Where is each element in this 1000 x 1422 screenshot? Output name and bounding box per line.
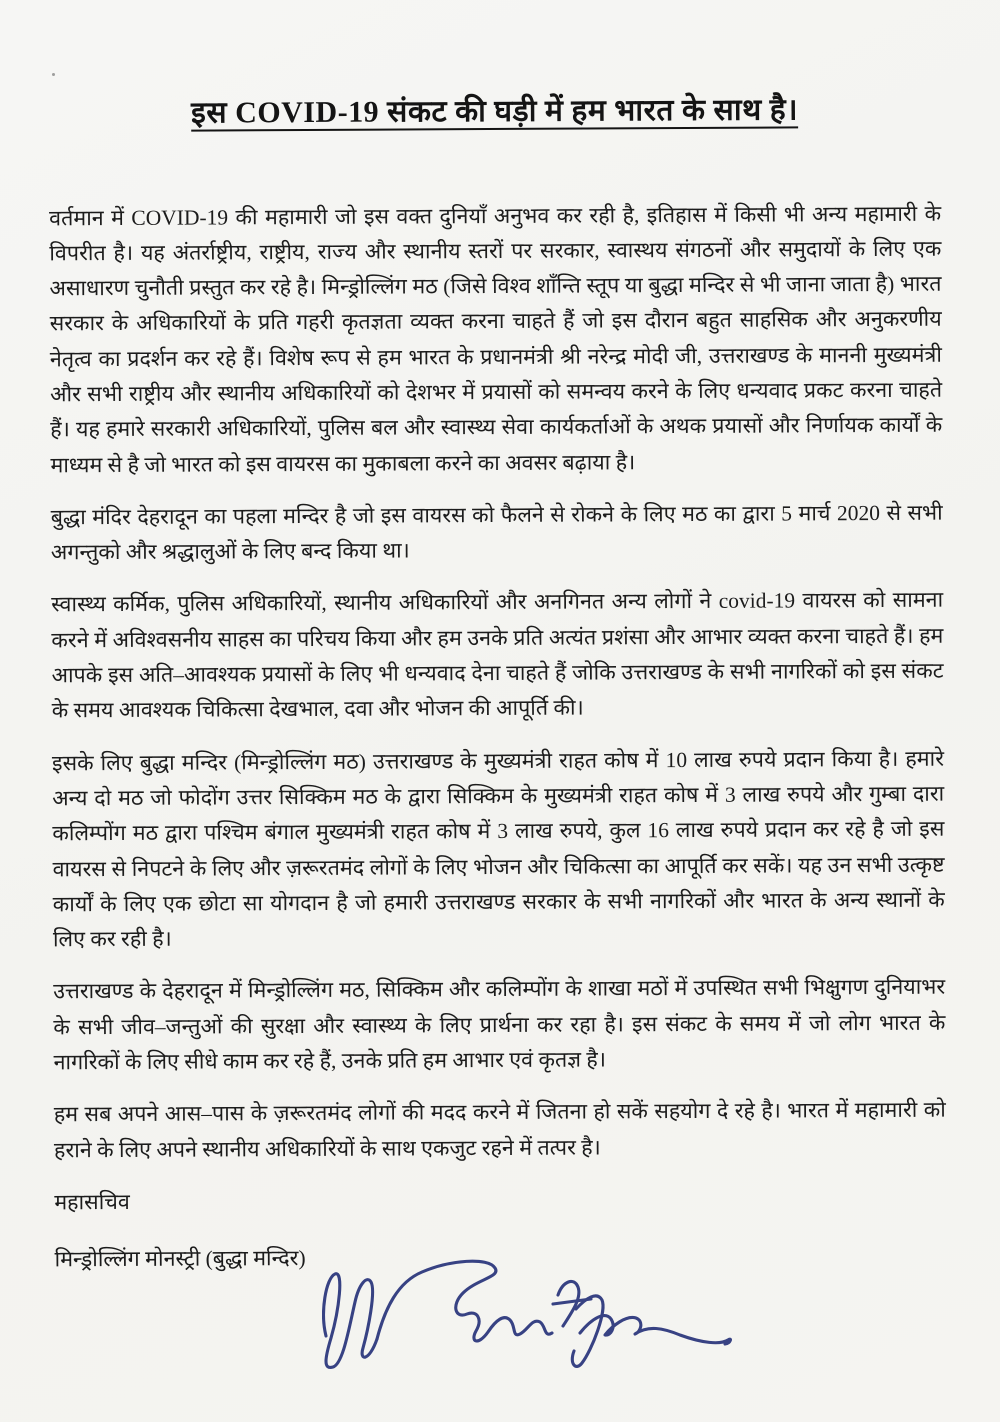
- body-paragraph: बुद्धा मंदिर देहरादून का पहला मन्दिर है जो इस वायरस को फैलने से रोकने के लिए मठ का द्वारा 5 मार्च 2020 से सभी अगन्तुको और श्रद्धालुओं के लिए बन्द किया था।: [50, 500, 943, 565]
- body-paragraph: इसके लिए बुद्धा मन्दिर (मिन्ड्रोल्लिंग मठ) उत्तराखण्ड के मुख्यमंत्री राहत कोष में 10 लाख रुपये प्रदान किया है। हमारे अन्य दो मठ जो फोदोंग उत्तर सिक्किम मठ के द्वारा सिक्किम के मुख्यमंत्री राहत कोष में 3 लाख रुपये और गुम्बा दारा कलिम्पोंग मठ द्वारा पश्चिम बंगाल मुख्यमंत्री राहत कोष में 3 लाख रुपये, कुल 16 लाख रुपये प्रदान कर रहे है जो इस वायरस से निपटने के लिए और ज़रूरतमंद लोगों के लिए भोजन और चिकित्सा का आपूर्ति कर सकें। यह उन सभी उत्कृष्ट कार्यों के लिए एक छोटा सा योगदान है जो हमारी उत्तराखण्ड सरकार के सभी नागरिकों और भारत के अन्य स्थानों के लिए कर रही है।: [51, 746, 945, 952]
- body-paragraph: हम सब अपने आस–पास के ज़रूरतमंद लोगों की मदद करने में जितना हो सकें सहयोग दे रहे है। भारत में महामारी को हराने के लिए अपने स्थानीय अधिकारियों के साथ एकजुट रहने में तत्पर है।: [53, 1097, 946, 1162]
- signature-scrawl-icon: [318, 1248, 736, 1380]
- letter-body: [49, 196, 946, 1168]
- body-paragraph: वर्तमान में COVID-19 की महामारी जो इस वक्त दुनियाँ अनुभव कर रही है, इतिहास में किसी भी अन्य महामारी के विपरीत है। यह अंतर्राष्ट्रीय, राष्ट्रीय, राज्य और स्थानीय स्तरों पर सरकार, स्वास्थय संगठनों और समुदायों के लिए एक असाधारण चुनौती प्रस्तुत कर रहे है। मिन्ड्रोल्लिंग मठ (जिसे विश्व शाँन्ति स्तूप या बुद्धा मन्दिर से भी जाना जाता है) भारत सरकार के अधिकारियों के प्रति गहरी कृतज्ञता व्यक्त करना चाहते हैं जो इस दौरान बहुत साहसिक और अनुकरणीय नेतृत्व का प्रदर्शन कर रहे हैं। विशेष रूप से हम भारत के प्रधानमंत्री श्री नरेन्द्र मोदी जी, उत्तराखण्ड के माननी मुख्यमंत्री और सभी राष्ट्रीय और स्थानीय अधिकारियों को देशभर में प्रयासों को समन्वय करने के लिए धन्यवाद प्रकट करना चाहते हैं। यह हमारे सरकारी अधिकारियों, पुलिस बल और स्वास्थ्य सेवा कार्यकर्ताओं के अथक प्रयासों और निर्णायक कार्यों के माध्यम से है जो भारत को इस वायरस का मुकाबला करने का अवसर बढ़ाया है।: [49, 201, 943, 477]
- letter-content: [48, 0, 947, 1277]
- signer-role: महासचिव: [54, 1189, 130, 1215]
- signer-organization: मिन्ड्रोल्लिंग मोनस्ट्री (बुद्धा मन्दिर): [54, 1245, 306, 1272]
- body-paragraph: स्वास्थ्य कर्मिक, पुलिस अधिकारियों, स्थानीय अधिकारियों और अनगिनत अन्य लोगों ने covid-19 वायरस को सामना करने में अविश्वसनीय साहस का परिचय किया और हम उनके प्रति अत्यंत प्रशंसा और आभार व्यक्त करना चाहते हैं। हम आपके इस अति–आवश्यक प्रयासों के लिए भी धन्यवाद देना चाहते हैं जोकि उत्तराखण्ड के सभी नागरिकों को इस संकट के समय आवश्यक चिकित्सा देखभाल, दवा और भोजन की आपूर्ति की।: [51, 588, 944, 723]
- letter-title: इस COVID-19 संकट की घड़ी में हम भारत के साथ है।: [191, 93, 799, 130]
- body-paragraph: उत्तराखण्ड के देहरादून में मिन्ड्रोल्लिंग मठ, सिक्किम और कलिम्पोंग के शाखा मठों में उपस्थित सभी भिक्षुगण दुनियाभर के सभी जीव–जन्तुओं की सुरक्षा और स्वास्थ्य के लिए प्रार्थना कर रहा है। इस संकट के समय में जो लोग भारत के नागरिकों के लिए सीधे काम कर रहे हैं, उनके प्रति हम आभार एवं कृतज्ञ है।: [53, 975, 946, 1075]
